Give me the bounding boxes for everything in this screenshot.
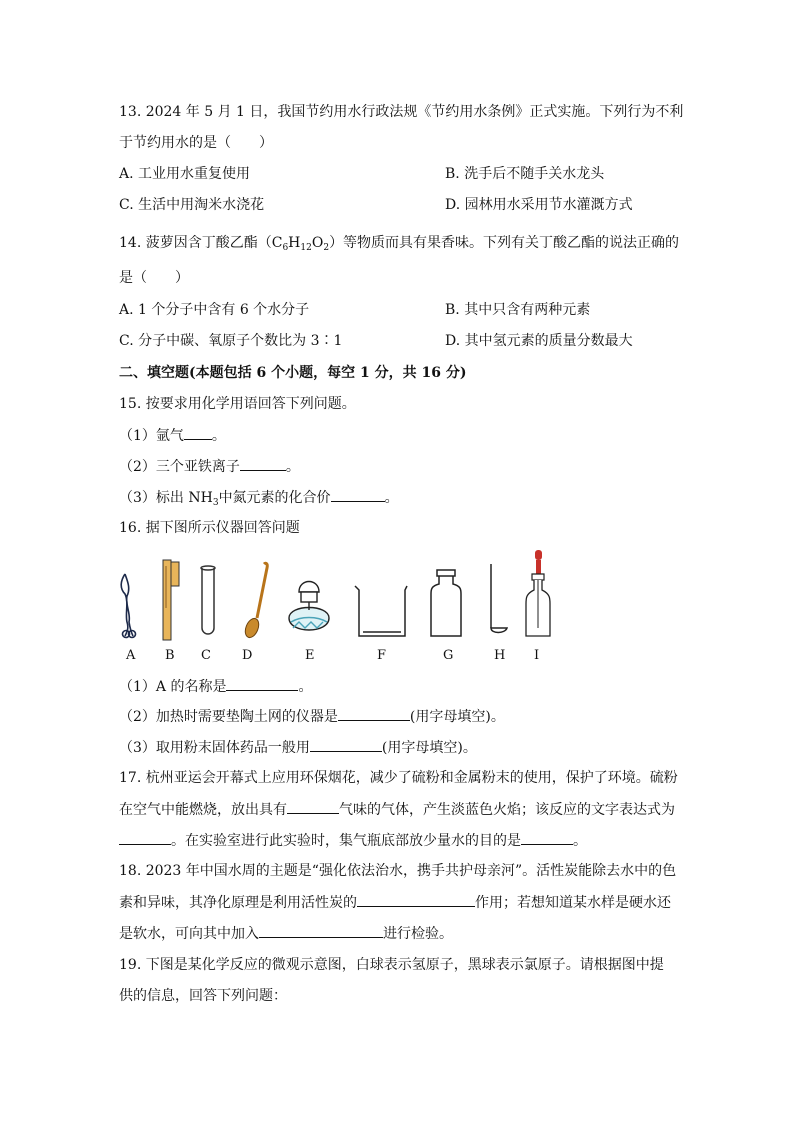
formula-subscript: 12 <box>300 243 312 253</box>
apparatus-label: A <box>126 648 136 663</box>
period: 。 <box>285 459 300 475</box>
q14-option-d[interactable]: D. 其中氢元素的质量分数最大 <box>445 333 633 349</box>
q18-text: 素和异味，其净化原理是利用活性炭的 <box>119 895 357 911</box>
q14-stem-line2: 是（ ） <box>119 270 189 286</box>
formula-element: O <box>311 235 324 251</box>
formula-element: H <box>288 235 301 251</box>
q13-option-a[interactable]: A. 工业用水重复使用 <box>119 166 251 182</box>
q15-part3 <box>119 487 399 508</box>
q15-part2 <box>119 456 300 477</box>
q13-option-d[interactable]: D. 园林用水采用节水灌溉方式 <box>445 197 633 213</box>
reagent-bottle-icon <box>431 570 461 636</box>
answer-blank[interactable] <box>119 830 171 845</box>
q16-part3 <box>119 737 477 758</box>
q16-part2 <box>119 706 505 727</box>
answer-blank[interactable] <box>240 456 286 471</box>
q15-part3-text: 中氮元素的化合价 <box>218 490 331 506</box>
alcohol-lamp-icon <box>289 582 329 631</box>
q14-option-c[interactable]: C. 分子中碳、氧原子个数比为 3∶1 <box>119 333 343 349</box>
q17-line1: 17. 杭州亚运会开幕式上应用环保烟花，减少了硫粉和金属粉末的使用，保护了环境。硫粉 <box>119 770 678 786</box>
q15-part2-text: （2）三个亚铁离子 <box>119 459 240 475</box>
apparatus-label: E <box>305 648 315 663</box>
q14-stem-text: 14. 菠萝因含丁酸乙酯（ <box>119 235 272 251</box>
q18-line2 <box>119 892 671 913</box>
period: 。 <box>573 833 587 849</box>
apparatus-label: C <box>201 648 211 663</box>
q16-part1-text: （1）A 的名称是 <box>119 679 227 695</box>
period: 。 <box>298 679 313 695</box>
q17-text: 气味的气体，产生淡蓝色火焰；该反应的文字表达式为 <box>339 802 675 818</box>
apparatus-label: H <box>494 648 506 663</box>
q16-part3-text: （3）取用粉末固体药品一般用 <box>119 740 310 756</box>
apparatus-label: D <box>242 648 253 663</box>
period: 。 <box>211 428 226 444</box>
q15-stem: 15. 按要求用化学用语回答下列问题。 <box>119 396 356 412</box>
answer-blank[interactable] <box>259 923 383 938</box>
period: 。 <box>384 490 399 506</box>
q18-text: 作用；若想知道某水样是硬水还 <box>475 895 671 911</box>
q14-option-a[interactable]: A. 1 个分子中含有 6 个水分子 <box>119 302 310 318</box>
combustion-spoon-icon <box>491 564 507 633</box>
q17-line2 <box>119 799 675 820</box>
apparatus-figure <box>115 548 515 644</box>
q17-text: 在空气中能燃烧，放出具有 <box>119 802 287 818</box>
q15-part3-text: （3）标出 NH <box>119 490 213 506</box>
beaker-icon <box>355 586 407 636</box>
section-heading: 二、填空题(本题包括 6 个小题，每空 1 分，共 16 分) <box>119 365 467 381</box>
q14-stem-line1 <box>119 233 679 253</box>
formula-subscript: 2 <box>323 243 330 253</box>
q13-option-c[interactable]: C. 生活中用淘米水浇花 <box>119 197 265 213</box>
q16-stem: 16. 据下图所示仪器回答问题 <box>119 520 300 536</box>
q16-part2-hint: (用字母填空)。 <box>409 709 505 725</box>
q15-part1 <box>119 425 226 446</box>
apparatus-label: F <box>377 648 387 663</box>
medicine-spoon-icon <box>243 563 268 639</box>
q18-line3 <box>119 923 453 944</box>
q18-text: 是软水，可向其中加入 <box>119 926 259 942</box>
q14-stem-text: ）等物质而具有果香味。下列有关丁酸乙酯的说法正确的 <box>329 235 680 251</box>
q16-part3-hint: (用字母填空)。 <box>381 740 477 756</box>
answer-blank[interactable] <box>338 706 410 721</box>
q13-stem-line1: 13. 2024 年 5 月 1 日，我国节约用水行政法规《节约用水条例》正式实施。下列行为不利 <box>119 104 684 120</box>
q14-option-b[interactable]: B. 其中只含有两种元素 <box>445 302 591 318</box>
answer-blank[interactable] <box>357 892 475 907</box>
q17-text: 。在实验室进行此实验时，集气瓶底部放少量水的目的是 <box>171 833 521 849</box>
q13-stem-line2: 于节约用水的是（ ） <box>119 135 273 151</box>
chemical-formula <box>272 235 329 251</box>
apparatus-label: G <box>443 648 454 663</box>
crucible-tongs-icon <box>121 574 135 638</box>
formula-element: C <box>271 235 283 251</box>
q13-option-b[interactable]: B. 洗手后不随手关水龙头 <box>445 166 605 182</box>
answer-blank[interactable] <box>287 799 339 814</box>
apparatus-label: B <box>165 648 175 663</box>
q16-part1 <box>119 676 312 697</box>
formula-subscript: 3 <box>212 498 219 508</box>
q18-text: 进行检验。 <box>383 926 453 942</box>
q18-line1: 18. 2023 年中国水周的主题是“强化依法治水，携手共护母亲河”。活性炭能除去水中的色 <box>119 863 677 879</box>
answer-blank[interactable] <box>226 676 298 691</box>
answer-blank[interactable] <box>184 425 212 440</box>
q19-line1: 19. 下图是某化学反应的微观示意图，白球表示氢原子，黑球表示氯原子。请根据图中提 <box>119 957 664 973</box>
q15-part1-text: （1）氩气 <box>119 428 184 444</box>
test-tube-holder-icon <box>163 560 179 640</box>
answer-blank[interactable] <box>331 487 385 502</box>
apparatus-label: I <box>534 648 540 663</box>
answer-blank[interactable] <box>310 737 382 752</box>
test-tube-icon <box>201 566 215 634</box>
formula-subscript: 6 <box>282 243 289 253</box>
dropper-bottle-icon <box>522 548 554 640</box>
q19-line2: 供的信息，回答下列问题： <box>119 988 287 1004</box>
answer-blank[interactable] <box>521 830 573 845</box>
q17-line3 <box>119 830 587 851</box>
q16-part2-text: （2）加热时需要垫陶土网的仪器是 <box>119 709 338 725</box>
